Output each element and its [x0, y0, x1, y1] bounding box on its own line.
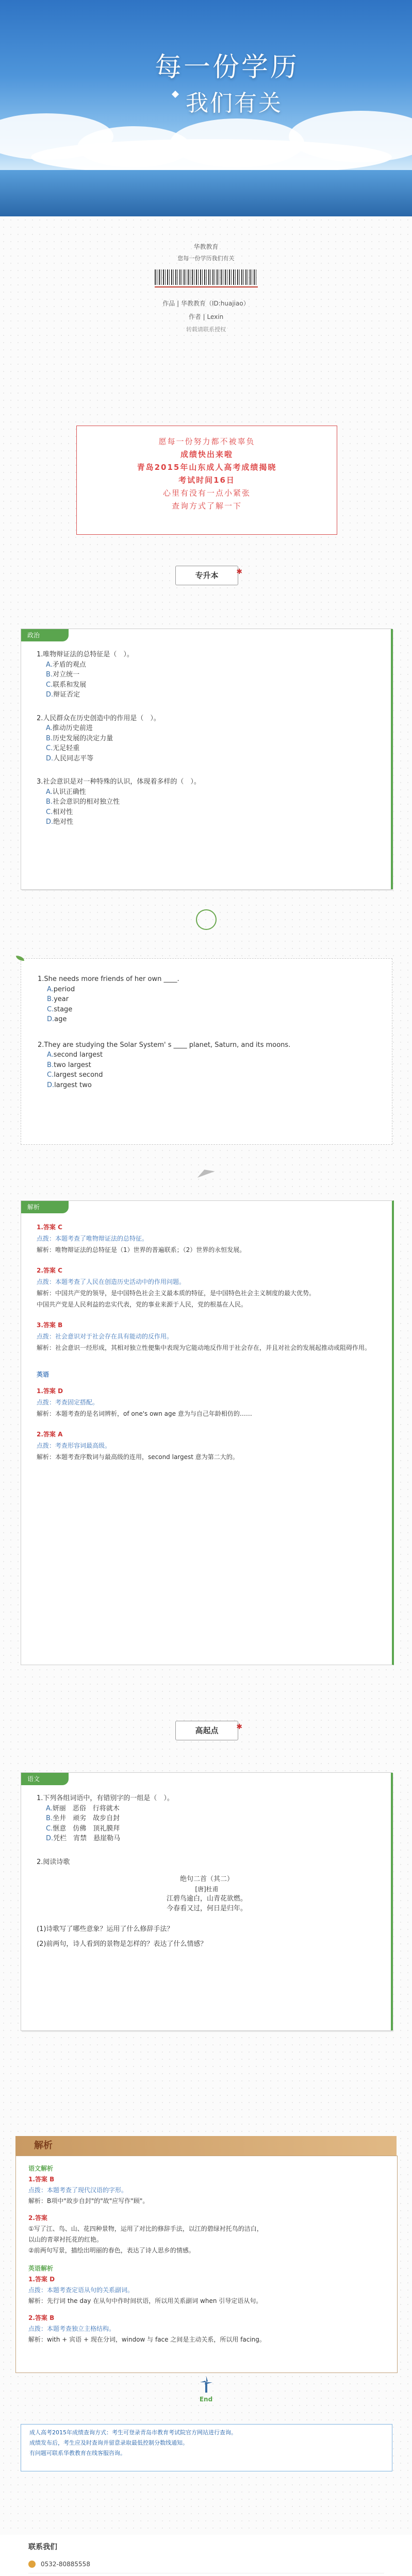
option: A.second largest — [47, 1051, 103, 1059]
answer-line: 点拨：本题考查了人民在创造历史活动中的作用问题。 — [37, 1278, 186, 1285]
option: D.凭栏 宵禁 悬崖勒马 — [46, 1835, 121, 1842]
answer-line: 点拨：社会意识对于社会存在具有能动的反作用。 — [37, 1333, 173, 1340]
chinese-question-card — [21, 1772, 392, 2031]
option: C.惬意 仿佛 顶礼膜拜 — [46, 1824, 120, 1833]
question-stem: 2.人民群众在历史创造中的作用是（ ）。 — [37, 714, 160, 722]
answer-card-1 — [21, 1200, 394, 1665]
poem-line: 考试时间16日 — [178, 476, 235, 485]
card-accent — [391, 1773, 393, 2030]
contact-title: 联系我们 — [28, 2543, 57, 2551]
phone-icon — [28, 2561, 36, 2568]
analysis-bar — [15, 2136, 397, 2156]
politics-question-card — [21, 629, 392, 890]
question-stem: 3.社会意识是对一种特殊的认识，体现着多样的（ ）。 — [37, 778, 201, 786]
answer-title: 1.答案 B — [28, 2176, 55, 2183]
option: C.联系和发展 — [46, 681, 87, 689]
option: D.辩证否定 — [46, 691, 80, 699]
question-list — [37, 650, 372, 827]
answer-title: 1.答案 D — [28, 2276, 55, 2283]
star-icon: ✱ — [236, 1723, 242, 1731]
option: C.stage — [47, 1005, 73, 1013]
diamond-icon — [172, 91, 179, 98]
section-tag-label: 专升本 — [195, 571, 219, 580]
sub-small: 您每一份学历我们有关 — [177, 255, 235, 262]
answer-line: 点拨：本题考查定语从句的关系副词。 — [28, 2286, 134, 2294]
english-analysis-head: 英语解析 — [28, 2265, 54, 2272]
notice-line[interactable]: 成人高考2015年成绩查询方式：考生可登录青岛市教育考试院官方网站进行查询。 — [29, 2429, 237, 2436]
hero-title-line2: 我们有关 — [186, 90, 283, 116]
poem-line: 心里有没有一点小紧张 — [162, 488, 251, 498]
author-line-1: 作品 | 华教教育（ID:huajiao） — [162, 300, 250, 307]
hero-banner — [0, 0, 412, 216]
barcode-icon — [155, 269, 258, 285]
notice-box — [21, 2424, 392, 2471]
option: D.绝对性 — [46, 818, 74, 826]
leaf-icon — [16, 956, 24, 961]
answer-title: 1.答案 D — [37, 1387, 63, 1395]
option: C.无足轻重 — [46, 744, 80, 752]
option: A.推动历史前进 — [46, 724, 93, 732]
answer-title: 1.答案 C — [37, 1224, 62, 1231]
option: D.人民同志平等 — [46, 754, 94, 762]
question-stem: 1.下列各组词语中，有错别字的一组是（ ）。 — [37, 1794, 174, 1802]
section-tag-label: 高起点 — [195, 1726, 219, 1735]
answer-line: ①写了江、鸟、山、花四种景物，运用了对比的修辞手法，以江的碧绿衬托鸟的洁白， — [28, 2225, 263, 2232]
answer-line: 解析：本题考查序数词与最高级的连用，second largest 意为第二大的。 — [37, 1453, 239, 1461]
poem-line: 青岛2015年山东成人高考成绩揭晓 — [137, 463, 277, 472]
paper-plane-icon — [195, 1166, 215, 1178]
option: A.period — [47, 985, 75, 993]
answer-line: 中国共产党是人民利益的忠实代表，党的事业来源于人民，党的根基在人民。 — [37, 1301, 248, 1308]
phone-row[interactable] — [28, 2560, 90, 2569]
barcode-underline — [155, 286, 258, 287]
answer-line: ②前两句写景，描绘出明丽的春色，表达了诗人思乡的情感。 — [28, 2247, 195, 2254]
option: B.历史发展的决定力量 — [46, 734, 113, 742]
question-stem: 1.唯物辩证法的总特征是（ ）。 — [37, 651, 134, 658]
option: A.妍丽 恶俗 行将就木 — [46, 1804, 120, 1812]
answer-line: 点拨：本题考查了唯物辩证法的总特征。 — [37, 1235, 149, 1242]
card-header: 政治 — [21, 629, 69, 641]
star-icon: ✱ — [236, 568, 242, 576]
header-small: 华教教育 — [193, 243, 219, 250]
option: B.坐井 顽劣 故步自封 — [46, 1815, 120, 1822]
footer — [0, 2535, 412, 2576]
poem-verse: 今春看又过，何日是归年。 — [166, 1905, 247, 1912]
option: D.age — [47, 1015, 67, 1023]
option: B.对立统一 — [46, 671, 80, 679]
answer-card-2 — [15, 2156, 398, 2373]
option: C.相对性 — [46, 808, 73, 816]
sea — [0, 170, 412, 216]
answer-line: 解析：先行词 the day 在从句中作时间状语，所以用关系副词 when 引导定语从句。 — [28, 2297, 262, 2304]
answer-line: 点拨：本题考查独立主格结构。 — [28, 2325, 116, 2332]
option: A.矛盾的观点 — [46, 660, 86, 669]
poem-title: 绝句二首（其二） — [179, 1875, 234, 1883]
english-question-card — [21, 958, 392, 1145]
author-line-3: 转载请联系授权 — [186, 326, 226, 333]
answer-title: 2.答案 A — [37, 1431, 63, 1438]
arrow-down-icon — [196, 909, 217, 930]
answer-line: 解析：本题考查的是名词辨析，of one's own age 意为与自己年龄相仿的…… — [37, 1410, 252, 1417]
answer-line: 以山的青翠衬托花的红艳。 — [28, 2236, 103, 2243]
notice-line[interactable]: 有问题可联系华教教育在线客服咨询。 — [29, 2450, 126, 2456]
english-answer-head: 英语 — [37, 1371, 50, 1378]
question-stem: 1.She needs more friends of her own ____. — [38, 975, 179, 983]
section-tag-upgrade — [175, 566, 242, 585]
option: C.largest second — [47, 1071, 103, 1079]
windmill-icon — [197, 2375, 215, 2393]
poem-line: 愿每一份努力都不被辜负 — [158, 437, 255, 446]
answer-line: 解析：中国共产党的领导，是中国特色社会主义最本质的特征，是中国特色社会主义制度的最大优势。 — [37, 1290, 316, 1297]
poem-verse: 江碧鸟逾白，山青花欲燃。 — [166, 1894, 247, 1903]
sub-question: (2)前两句，诗人看到的景物是怎样的？表达了什么情感？ — [37, 1940, 207, 1948]
option: D.largest two — [47, 1081, 92, 1089]
answer-title: 2.答案 — [28, 2214, 47, 2222]
answer-title: 2.答案 C — [37, 1267, 62, 1274]
answer-line: 点拨：考查固定搭配。 — [37, 1399, 99, 1406]
card-accent — [391, 629, 393, 889]
phone-value: 0532-80885558 — [41, 2561, 90, 2568]
author-line-2: 作者 | Lexin — [188, 313, 224, 320]
intro-poem-box — [76, 426, 337, 535]
question-stem: 2.They are studying the Solar System' s ____ planet, Saturn, and its moons. — [38, 1041, 291, 1049]
section-tag-highschool — [175, 1721, 242, 1740]
hero-title-line1: 每一份学历 — [155, 52, 300, 83]
answer-line: 点拨：本题考查了现代汉语的字形。 — [28, 2187, 128, 2194]
answer-line: 解析：with + 宾语 + 现在分词，window 与 face 之间是主动关系，所以用 facing。 — [28, 2336, 266, 2343]
card-header: 解析 — [21, 1201, 69, 1213]
end-label: End — [199, 2396, 213, 2403]
option: A.认识正确性 — [46, 788, 86, 796]
analysis-bar-label: 解析 — [34, 2140, 53, 2151]
answer-title: 2.答案 B — [28, 2314, 55, 2321]
option: B.year — [47, 995, 69, 1003]
answer-line: 解析：B项中"故步自封"的"故"应写作"顾"。 — [28, 2197, 149, 2205]
option: B.社会意识的相对独立性 — [46, 798, 120, 806]
poem-line: 查询方式了解一下 — [171, 501, 242, 511]
card-header: 语文 — [21, 1773, 69, 1785]
answer-line: 解析：社会意识一经形成，其相对独立性便集中表现为它能动地反作用于社会存在，并且对社会的发展起推动或阻碍作用。 — [37, 1344, 371, 1351]
sub-question: (1)诗歌写了哪些意象？运用了什么修辞手法？ — [37, 1925, 174, 1933]
poem-line: 成绩快出来啦 — [180, 450, 233, 459]
answer-line: 解析：唯物辩证法的总特征是（1）世界的普遍联系；（2）世界的永恒发展。 — [37, 1246, 246, 1253]
notice-line[interactable]: 成绩发布后，考生应及时查询并留意录取最低控制分数线通知。 — [29, 2439, 188, 2446]
question-stem: 2.阅读诗歌 — [37, 1858, 70, 1866]
poem-author: [唐]杜甫 — [195, 1885, 219, 1893]
option: B.two largest — [47, 1061, 91, 1069]
answer-title: 3.答案 B — [37, 1321, 63, 1329]
chinese-analysis-head: 语文解析 — [28, 2165, 54, 2172]
answer-line: 点拨：考查形容词最高级。 — [37, 1442, 111, 1449]
